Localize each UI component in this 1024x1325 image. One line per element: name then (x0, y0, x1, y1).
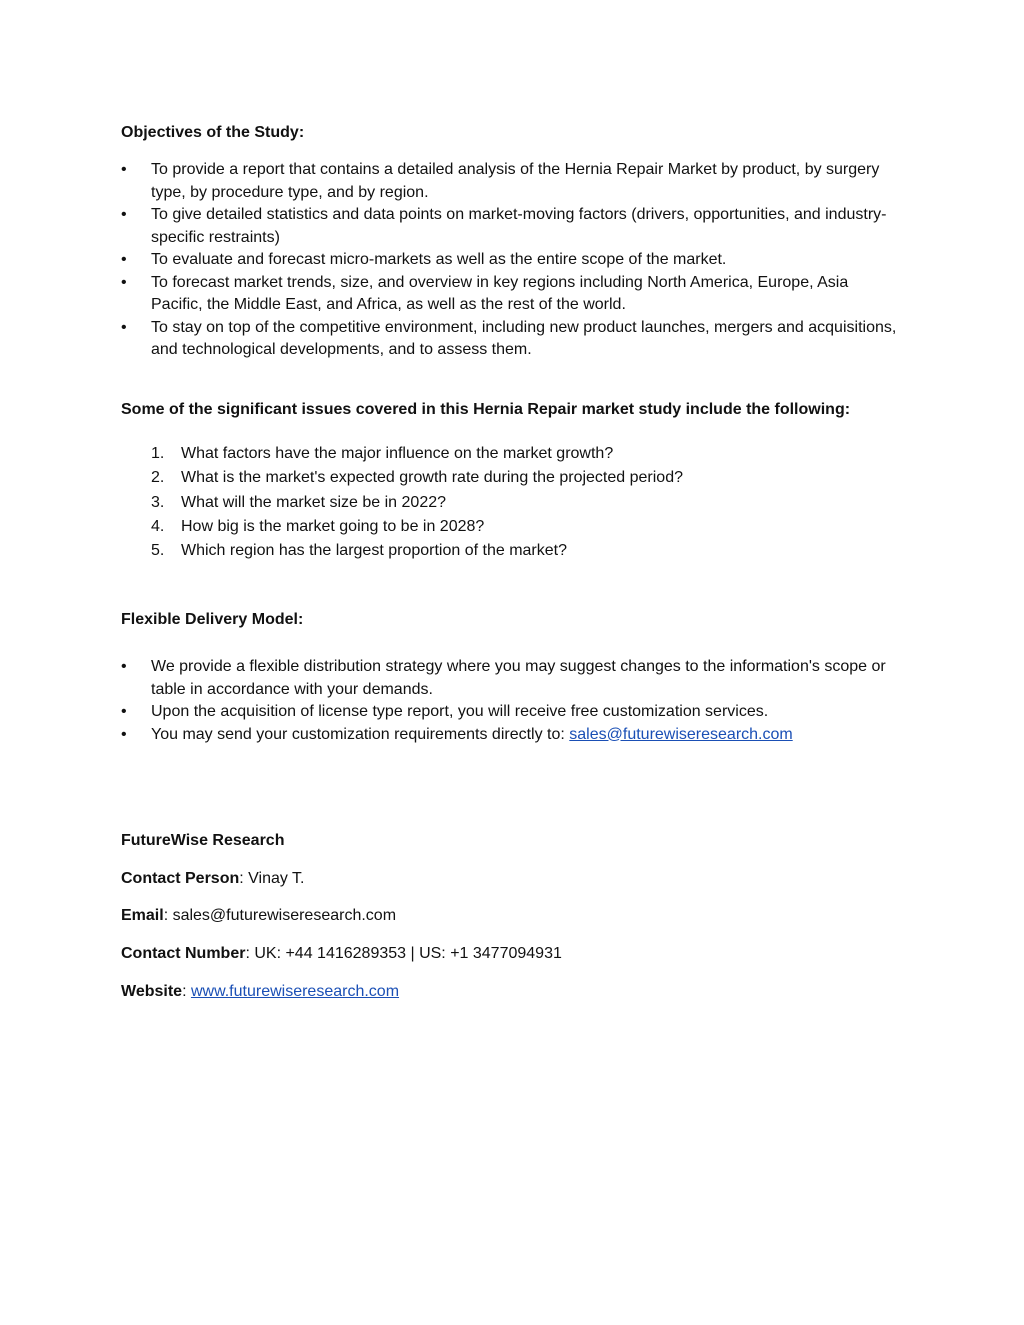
list-item (121, 656, 901, 701)
list-number: 4. (151, 517, 165, 535)
list-number: 3. (151, 493, 165, 511)
list-item (151, 515, 851, 539)
list-number: 5. (151, 542, 165, 560)
list-number: 2. (151, 469, 165, 487)
contact-number-label: Contact Number (121, 945, 246, 962)
objectives-heading: Objectives of the Study: (121, 124, 305, 141)
list-item-text: To forecast market trends, size, and overview in key regions including North America, Europe, Asia Pacific, the Middle East, and Africa, as well as the rest of the world. (151, 273, 849, 313)
bullet-icon: • (121, 725, 127, 743)
bullet-icon: • (121, 658, 127, 675)
list-item (121, 701, 901, 724)
list-item-text: We provide a flexible distribution strategy where you may suggest changes to the information's scope or table in accordance with your demands. (151, 658, 886, 698)
bullet-icon: • (121, 251, 127, 268)
company-name (121, 830, 284, 852)
bullet-icon: • (121, 318, 127, 336)
list-item (151, 539, 851, 563)
website-line (121, 981, 399, 1003)
bullet-icon: • (121, 703, 127, 720)
email-link[interactable]: sales@futurewiseresearch.com (569, 725, 793, 743)
list-item (121, 317, 901, 362)
list-item-text: Upon the acquisition of license type report, you will receive free customization services. (151, 703, 769, 720)
contact-number-value: : UK: +44 1416289353 | US: +1 3477094931 (245, 945, 562, 962)
list-item-text: To evaluate and forecast micro-markets as well as the entire scope of the market. (151, 251, 727, 268)
issues-list (151, 442, 851, 563)
list-item-text: To stay on top of the competitive environment, including new product launches, mergers and acquisitions, and technological developments, and to assess them. (151, 318, 897, 358)
email-value: : sales@futurewiseresearch.com (163, 907, 397, 924)
contact-person-line (121, 868, 304, 890)
list-item-text: Which region has the largest proportion of the market? (181, 542, 567, 560)
website-label: Website (121, 983, 183, 1000)
contact-person-label: Contact Person (121, 870, 240, 887)
list-item-text: To provide a report that contains a detailed analysis of the Hernia Repair Market by product, by surgery type, by procedure type, and by region. (151, 161, 880, 201)
company-name-text: FutureWise Research (121, 832, 285, 849)
list-item (151, 466, 851, 490)
list-item (121, 204, 901, 249)
email-label: Email (121, 907, 164, 924)
list-item (151, 442, 851, 466)
list-item-text: You may send your customization requirements directly to: (151, 725, 570, 743)
list-item-text: To give detailed statistics and data points on market-moving factors (drivers, opportunities, and industry-specific restraints) (151, 206, 887, 246)
email-line (121, 905, 396, 927)
bullet-icon: • (121, 206, 127, 223)
list-item-text: What is the market's expected growth rate during the projected period? (181, 469, 683, 487)
list-item (121, 159, 901, 204)
list-item-text: What will the market size be in 2022? (181, 493, 447, 511)
list-item-text: What factors have the major influence on the market growth? (181, 445, 614, 462)
list-item (121, 249, 901, 272)
issues-heading: Some of the significant issues covered in this Hernia Repair market study include the following: (121, 401, 851, 418)
delivery-list (121, 656, 901, 746)
list-number: 1. (151, 445, 165, 462)
list-item-text: How big is the market going to be in 2028? (181, 517, 485, 535)
website-separator: : (182, 983, 191, 1000)
contact-number-line (121, 943, 562, 965)
objectives-list (121, 159, 901, 362)
list-item (121, 724, 901, 747)
delivery-heading: Flexible Delivery Model: (121, 611, 304, 628)
contact-person-value: : Vinay T. (239, 870, 305, 887)
bullet-icon: • (121, 161, 127, 178)
list-item (121, 272, 901, 317)
bullet-icon: • (121, 273, 127, 291)
list-item (151, 491, 851, 515)
website-link[interactable]: www.futurewiseresearch.com (190, 983, 400, 1000)
